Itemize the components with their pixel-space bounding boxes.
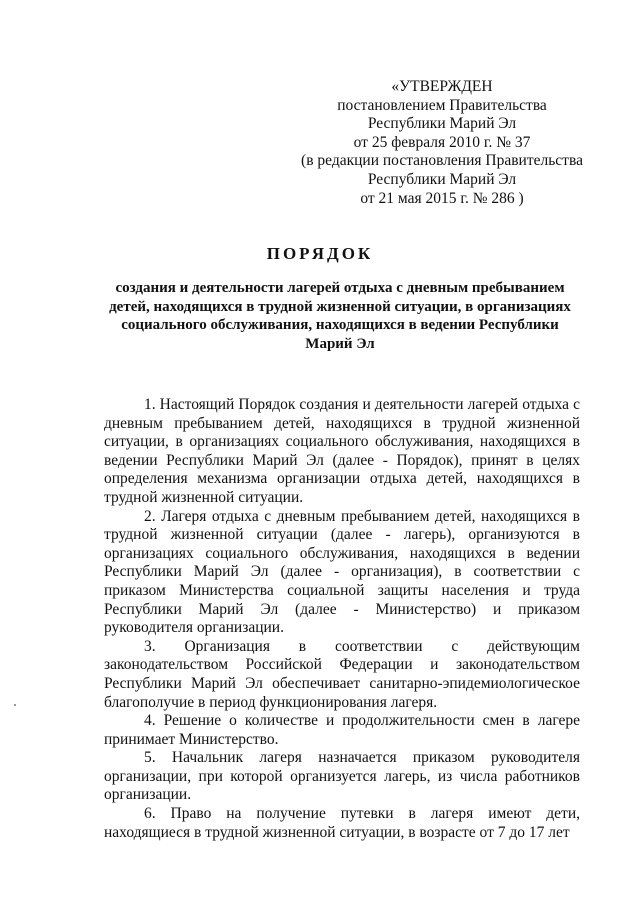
approval-stamp bbox=[292, 78, 592, 208]
scan-dot bbox=[14, 704, 16, 706]
paragraph-2: 2. Лагеря отдыха с дневным пребыванием детей, находящихся в трудной жизненной ситуации (далее - лагерь), организуются в организациях социального обслуживания, находящихся в ведении Республики Марий Эл (далее - организация), в соответствии с приказом Министерства социальной защиты населения и труда Республики Марий Эл (далее - Министерство) и приказом руководителя организации. bbox=[104, 507, 580, 637]
approval-line: «УТВЕРЖДЕН bbox=[391, 78, 493, 95]
approval-line: от 21 мая 2015 г. № 286 ) bbox=[360, 189, 524, 207]
approval-line: Республики Марий Эл bbox=[367, 170, 517, 188]
paragraph-5: 5. Начальник лагеря назначается приказом руководителя организации, при которой организуется лагерь, из числа работников организации. bbox=[104, 749, 580, 804]
approval-line: от 25 февраля 2010 г. № 37 bbox=[353, 133, 531, 151]
paragraph-1: 1. Настоящий Порядок создания и деятельности лагерей отдыха с дневным пребыванием детей, находящихся в трудной жизненной ситуации, в организациях социального обслуживания, находящихся в ведении Республики Марий Эл (далее - Порядок), принят в целях определения механизма организации отдыха детей, находящихся в трудной жизненной ситуации. bbox=[104, 396, 580, 506]
approval-line: (в редакции постановления Правительства bbox=[301, 152, 583, 170]
paragraph-4: 4. Решение о количестве и продолжительности смен в лагере принимает Министерство. bbox=[104, 712, 580, 748]
approval-line: постановлением Правительства bbox=[337, 96, 547, 114]
approval-line: Республики Марий Эл bbox=[367, 115, 517, 133]
document-subtitle: создания и деятельности лагерей отдыха с дневным пребыванием детей, находящихся в трудной жизненной ситуации, в организациях социального обслуживания, находящихся в ведении Республики Марий Эл bbox=[109, 280, 571, 352]
document-body bbox=[104, 396, 580, 842]
document-title: ПОРЯДОК bbox=[266, 244, 374, 263]
paragraph-3: 3. Организация в соответствии с действующим законодательством Российской Федерации и законодательством Республики Марий Эл обеспечивает санитарно-эпидемиологическое благополучие в период функционирования лагеря. bbox=[104, 637, 580, 711]
paragraph-6: 6. Право на получение путевки в лагеря имеют дети, находящиеся в трудной жизненной ситуации, в возрасте от 7 до 17 лет bbox=[104, 805, 580, 841]
